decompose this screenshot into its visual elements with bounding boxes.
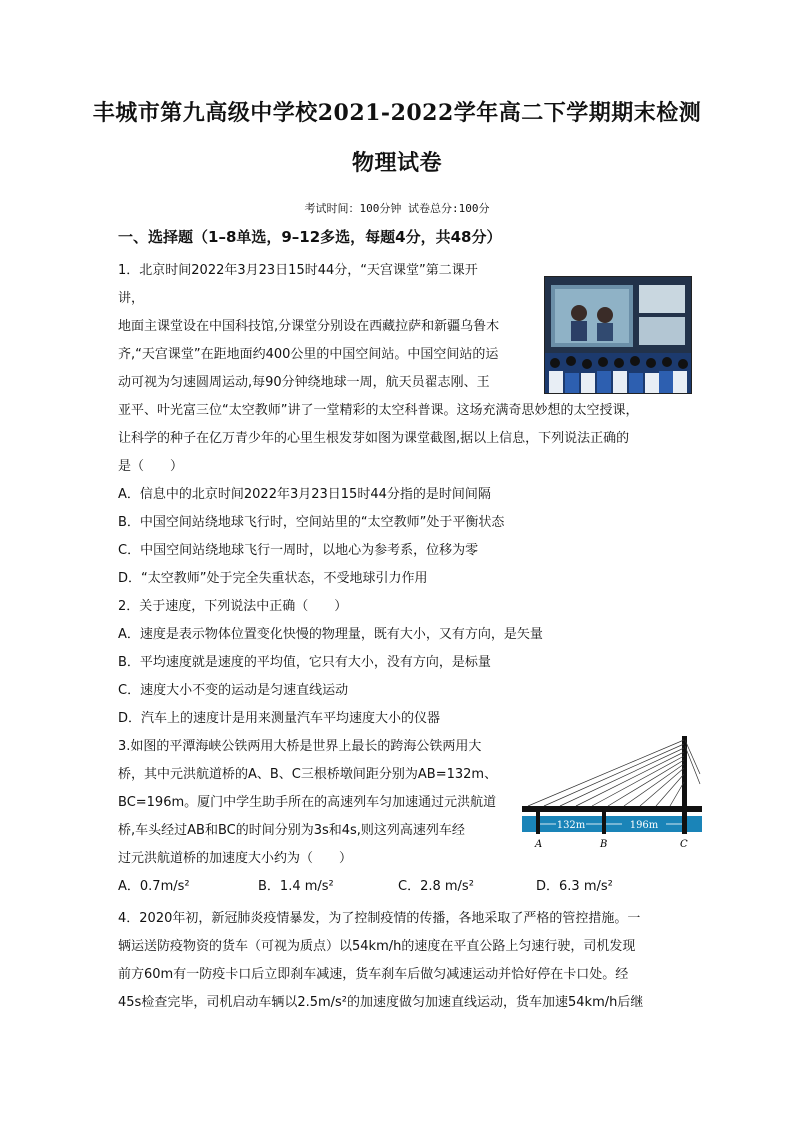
subject-title: 物理试卷 <box>351 150 442 176</box>
q1-option: B．中国空间站绕地球飞行时，空间站里的“太空教师”处于平衡状态 <box>118 515 505 530</box>
q3-option-d: D．6.3 m/s² <box>536 879 613 894</box>
q1-option: A．信息中的北京时间2022年3月23日15时44分指的是时间间隔 <box>118 487 491 502</box>
section-heading: 一、选择题（1–8单选，9–12多选，每题4分，共48分） <box>118 228 502 246</box>
exam-meta: 考试时间：100分钟 试卷总分:100分 <box>304 202 490 215</box>
text-line: 45s检查完毕，司机启动车辆以2.5m/s²的加速度做匀加速直线运动，货车加速54km/h后继 <box>118 995 644 1010</box>
q2-option: C．速度大小不变的运动是匀速直线运动 <box>118 683 349 698</box>
text-line: 3.如图的平潭海峡公铁两用大桥是世界上最长的跨海公铁两用大 <box>118 739 482 754</box>
text-line: 讲， <box>118 291 145 306</box>
q2-option: D．汽车上的速度计是用来测量汽车平均速度大小的仪器 <box>118 711 441 726</box>
q2-option: B．平均速度就是速度的平均值，它只有大小，没有方向，是标量 <box>118 655 491 670</box>
text-line: 桥,车头经过AB和BC的时间分别为3s和4s,则这列高速列车经 <box>118 823 465 838</box>
text-line: 地面主课堂设在中国科技馆,分课堂分别设在西藏拉萨和新疆乌鲁木 <box>118 319 500 334</box>
text-line: BC=196m。厦门中学生助手所在的高速列车匀加速通过元洪航道 <box>118 795 497 810</box>
text-line: 亚平、叶光富三位“太空教师”讲了一堂精彩的太空科普课。这场充满奇思妙想的太空授课， <box>118 403 639 418</box>
q1-option: D．“太空教师”处于完全失重状态，不受地球引力作用 <box>118 571 428 586</box>
classroom-photo <box>544 276 692 394</box>
text-line: 齐,“天宫课堂”在距地面约400公里的中国空间站。中国空间站的运 <box>118 347 499 362</box>
pier-b-label: B <box>600 839 608 850</box>
q1-option: C．中国空间站绕地球飞行一周时，以地心为参考系，位移为零 <box>118 543 479 558</box>
pier-a-label: A <box>535 839 543 850</box>
text-line: 让科学的种子在亿万青少年的心里生根发芽如图为课堂截图,据以上信息，下列说法正确的 <box>118 431 630 446</box>
text-line: 过元洪航道桥的加速度大小约为（ ） <box>118 851 353 866</box>
text-line: 动可视为匀速圆周运动,每90分钟绕地球一周，航天员翟志刚、王 <box>118 375 490 390</box>
text-line: 1．北京时间2022年3月23日15时44分，“天宫课堂”第二课开 <box>118 263 478 278</box>
text-line: 是（ ） <box>118 459 184 474</box>
text-line: 辆运送防疫物资的货车（可视为质点）以54km/h的速度在平直公路上匀速行驶，司机发现 <box>118 939 636 954</box>
q2-option: A．速度是表示物体位置变化快慢的物理量，既有大小，又有方向，是矢量 <box>118 627 543 642</box>
text-line: 4．2020年初，新冠肺炎疫情暴发，为了控制疫情的传播，各地采取了严格的管控措施。一 <box>118 911 641 926</box>
exam-title: 丰城市第九高级中学校2021-2022学年高二下学期期末检测 <box>92 100 702 126</box>
q3-option-b: B．1.4 m/s² <box>258 879 334 894</box>
q3-option-c: C．2.8 m/s² <box>398 879 474 894</box>
q3-option-a: A．0.7m/s² <box>118 879 190 894</box>
label-bc: 196m <box>629 820 659 831</box>
text-line: 前方60m有一防疫卡口后立即刹车减速，货车刹车后做匀减速运动并恰好停在卡口处。经 <box>118 967 629 982</box>
text-line: 2．关于速度，下列说法中正确（ ） <box>118 599 348 614</box>
pier-c-label: C <box>680 839 688 850</box>
text-line: 桥，其中元洪航道桥的A、B、C三根桥墩间距分别为AB=132m、 <box>118 767 498 782</box>
bridge-diagram <box>522 734 702 852</box>
label-ab: 132m <box>556 820 586 831</box>
